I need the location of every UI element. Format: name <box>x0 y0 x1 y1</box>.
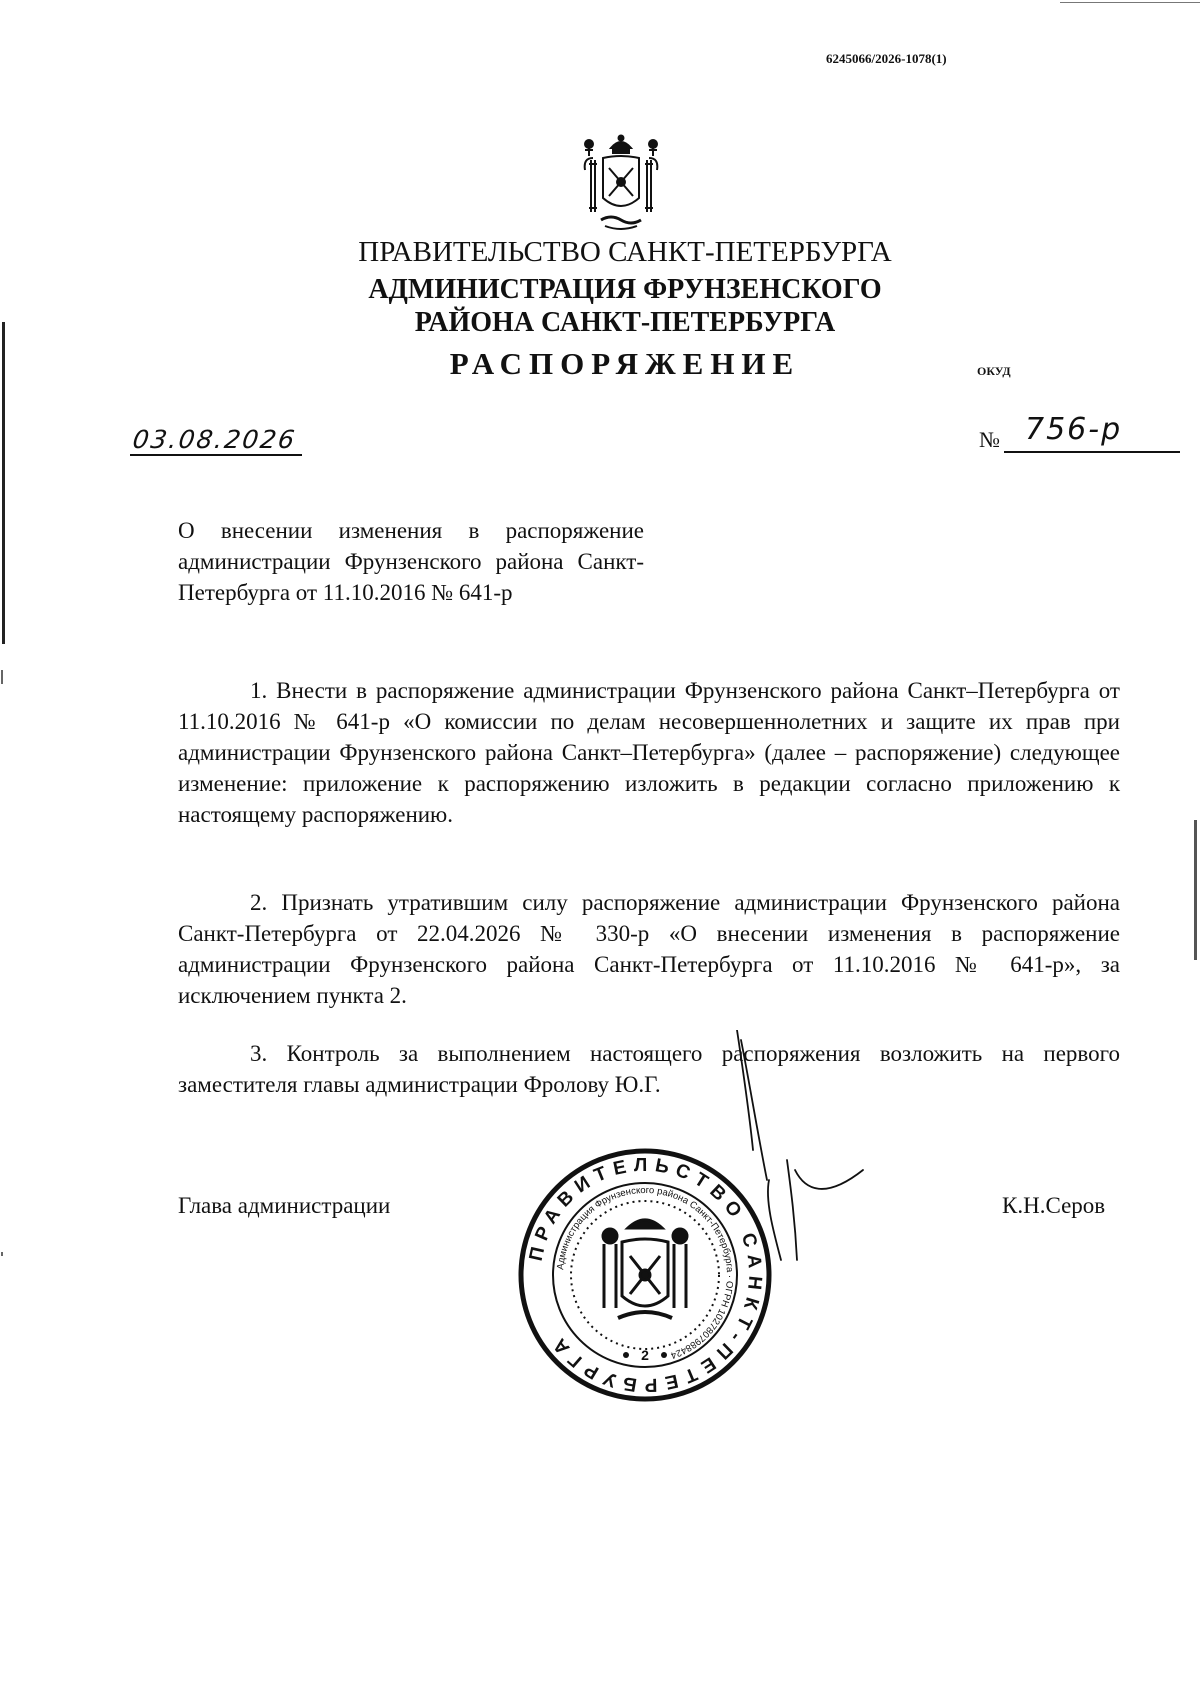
date-underline <box>130 454 302 456</box>
paragraph-item-3: 3. Контроль за выполнением настоящего распоряжения возложить на первого заместителя главы администрации Фролову Ю.Г. <box>178 1041 1120 1097</box>
paragraph-item-1: 1. Внести в распоряжение администрации Фрунзенского района Санкт–Петербурга от 11.10.2016 № 641-р «О комиссии по делам несовершеннолетних и защите их прав при администрации Фрунзенского района Санкт–Петербурга» (далее – распоряжение) следующее изменение: приложение к распоряжению изложить в редакции согласно приложению к настоящему распоряжению. <box>178 678 1120 827</box>
seal-number: 2 <box>641 1347 649 1363</box>
document-type-title: РАСПОРЯЖЕНИЕ <box>449 346 801 381</box>
number-underline <box>1004 451 1180 453</box>
seal-outer-text: ПРАВИТЕЛЬСТВО САНКТ-ПЕТЕРБУРГА <box>525 1154 766 1396</box>
scan-artifact-top <box>1060 2 1200 3</box>
handwritten-number: 756-р <box>1025 412 1123 447</box>
coat-of-arms-emblem <box>575 134 667 234</box>
header-district: РАЙОНА САНКТ-ПЕТЕРБУРГА <box>414 307 836 338</box>
paragraph-item-2: 2. Признать утратившим силу распоряжение администрации Фрунзенского района Санкт-Петербурга от 22.04.2026 № 330-р «О внесении изменения в распоряжение администрации Фрунзенского района Санкт-Петербурга от 11.10.2016 № 641-р», за исключением пункта 2. <box>178 890 1120 1008</box>
handwritten-signature <box>735 1030 885 1280</box>
scan-artifact-dash <box>1 1252 3 1256</box>
seal-inner-text: Администрация Фрунзенского района Санкт-Петербурга · ОГРН 1027807988424 <box>555 1184 736 1361</box>
document-subject: О внесении изменения в распоряжение администрации Фрунзенского района Санкт-Петербурга от 11.10.2016 № 641-р <box>178 518 644 605</box>
signatory-position: Глава администрации <box>178 1193 391 1218</box>
number-label: № <box>979 427 1000 452</box>
scan-artifact-right-edge <box>1194 820 1197 960</box>
signatory-name: К.Н.Серов <box>1002 1193 1106 1218</box>
document-id: 6245066/2026-1078(1) <box>826 51 947 66</box>
header-administration: АДМИНИСТРАЦИЯ ФРУНЗЕНСКОГО <box>368 274 882 305</box>
official-seal-stamp <box>518 1148 772 1402</box>
header-government: ПРАВИТЕЛЬСТВО САНКТ-ПЕТЕРБУРГА <box>358 236 892 268</box>
handwritten-date: 03.08.2026 <box>130 425 299 454</box>
scan-artifact-dash <box>1 670 3 684</box>
okud-label: ОКУД <box>977 364 1011 378</box>
